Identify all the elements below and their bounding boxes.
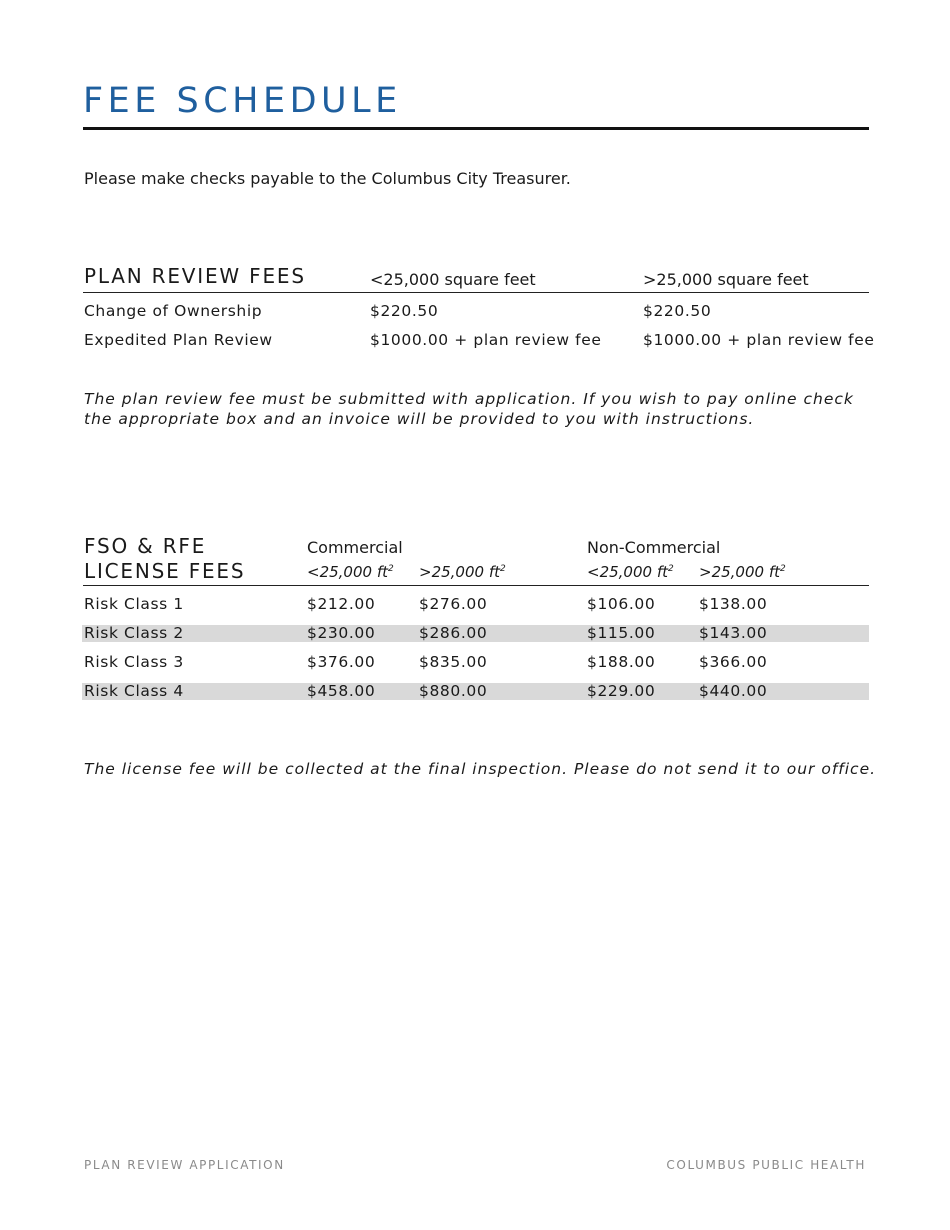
license-sub-non-small: <25,000 $ft^2$ — [587, 563, 674, 581]
plan-review-row-label: Expedited Plan Review — [84, 331, 273, 349]
license-cell: $376.00 — [307, 653, 376, 671]
plan-review-row-small: $1000.00 + plan review fee — [370, 331, 602, 349]
license-cell: $106.00 — [587, 595, 656, 613]
license-row-label: Risk Class 1 — [84, 595, 184, 613]
license-row-label: Risk Class 3 — [84, 653, 184, 671]
license-cell: $143.00 — [699, 624, 768, 642]
plan-review-row-small: $220.50 — [370, 302, 439, 320]
license-cell: $286.00 — [419, 624, 488, 642]
license-group-commercial: Commercial — [307, 538, 403, 557]
plan-review-divider — [83, 292, 869, 293]
license-sub-com-large: >25,000 $ft^2$ — [419, 563, 506, 581]
license-group-noncommercial: Non-Commercial — [587, 538, 721, 557]
plan-review-col-small: <25,000 square feet — [370, 270, 536, 289]
license-divider — [83, 585, 869, 586]
plan-review-row-large: $220.50 — [643, 302, 712, 320]
license-sub-com-small: <25,000 $ft^2$ — [307, 563, 394, 581]
license-cell: $115.00 — [587, 624, 656, 642]
license-cell: $229.00 — [587, 682, 656, 700]
license-row-label: Risk Class 4 — [84, 682, 184, 700]
license-row-label: Risk Class 2 — [84, 624, 184, 642]
license-cell: $458.00 — [307, 682, 376, 700]
license-cell: $880.00 — [419, 682, 488, 700]
license-cell: $440.00 — [699, 682, 768, 700]
plan-review-row-large: $1000.00 + plan review fee — [643, 331, 875, 349]
license-heading-line2: LICENSE FEES — [84, 559, 246, 583]
license-cell: $138.00 — [699, 595, 768, 613]
footer-left: PLAN REVIEW APPLICATION — [84, 1158, 285, 1172]
license-note: The license fee will be collected at the final inspection. Please do not send it to our office. — [84, 760, 877, 778]
footer-right: COLUMBUS PUBLIC HEALTH — [666, 1158, 866, 1172]
license-cell: $366.00 — [699, 653, 768, 671]
plan-review-heading: PLAN REVIEW FEES — [84, 264, 306, 288]
intro-text: Please make checks payable to the Columbus City Treasurer. — [84, 169, 571, 188]
plan-review-col-large: >25,000 square feet — [643, 270, 809, 289]
page-title: FEE SCHEDULE — [83, 81, 402, 121]
license-cell: $188.00 — [587, 653, 656, 671]
license-cell: $230.00 — [307, 624, 376, 642]
title-divider — [83, 127, 869, 130]
license-sub-non-large: >25,000 $ft^2$ — [699, 563, 786, 581]
license-cell: $835.00 — [419, 653, 488, 671]
plan-review-row-label: Change of Ownership — [84, 302, 263, 320]
license-cell: $212.00 — [307, 595, 376, 613]
license-cell: $276.00 — [419, 595, 488, 613]
license-heading-line1: FSO & RFE — [84, 534, 207, 558]
plan-review-note: The plan review fee must be submitted with application. If you wish to pay online check the appropriate box and an invoice will be provided to you with instructions. — [84, 390, 854, 428]
